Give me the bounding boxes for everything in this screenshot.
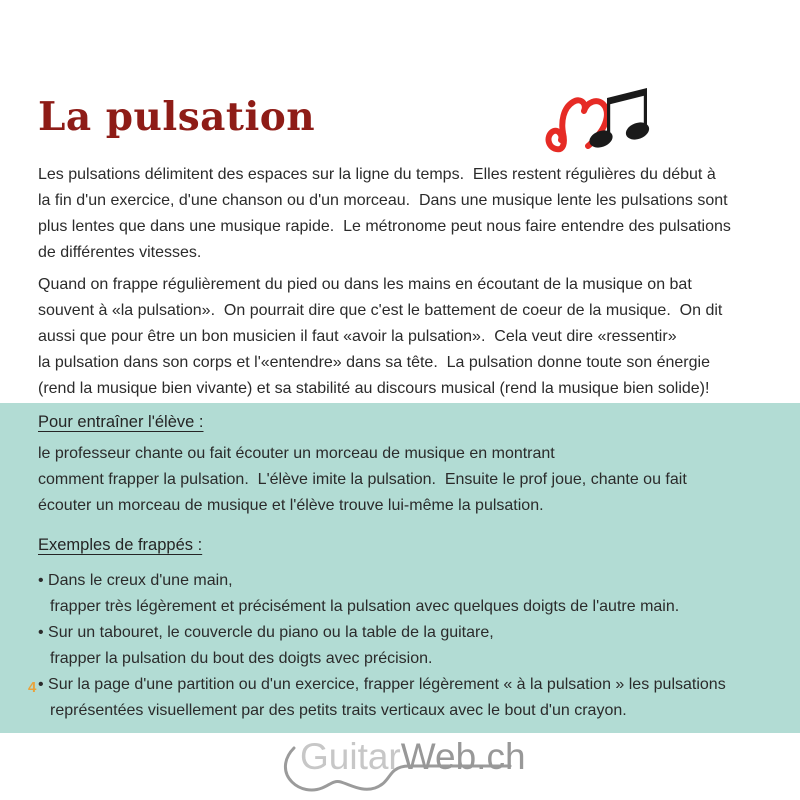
bullet-item-continuation: frapper la pulsation du bout des doigts avec précision. [50,650,433,667]
text-line: le professeur chante ou fait écouter un morceau de musique en montrant [38,445,555,462]
text-line: la pulsation dans son corps et l'«entendre» dans sa tête. La pulsation donne toute son énergie [38,354,710,371]
heart-music-notes-svg [545,84,665,162]
examples-bullet-list [38,568,780,724]
intro-paragraph-2 [38,272,780,402]
training-section-heading: Pour entraîner l'élève : [38,413,204,431]
intro-paragraph-1 [38,162,780,266]
note-head-right [623,119,651,142]
text-line: la fin d'un exercice, d'une chanson ou d'un morceau. Dans une musique lente les pulsations sont [38,192,728,209]
bullet-item-continuation: représentées visuellement par des petits traits verticaux avec le bout d'un crayon. [50,702,627,719]
bullet-item-line: • Sur un tabouret, le couvercle du piano ou la table de la guitare, [38,620,780,646]
examples-section-heading: Exemples de frappés : [38,536,203,554]
page-title: La pulsation [38,94,316,140]
text-line: de différentes vitesses. [38,244,202,261]
text-line: écouter un morceau de musique et l'élève trouve lui-même la pulsation. [38,497,544,514]
heart-music-notes-icon [545,84,665,162]
text-line: aussi que pour être un bon musicien il faut «avoir la pulsation». Cela veut dire «ressentir» [38,328,677,345]
footer-logo [0,736,800,800]
text-line: souvent à «la pulsation». On pourrait dire que c'est le battement de coeur de la musique. On dit [38,302,723,319]
bullet-item-line: • Dans le creux d'une main, [38,568,780,594]
logo-text-guitar: Guitar [300,736,401,777]
text-line: plus lentes que dans une musique rapide. Le métronome peut nous faire entendre des pulsations [38,218,731,235]
text-line: (rend la musique bien vivante) et sa stabilité au discours musical (rend la musique bien solide)! [38,380,710,397]
page-number: 4 [28,679,37,696]
bullet-item-line: • Sur la page d'une partition ou d'un exercice, frapper légèrement « à la pulsation » les pulsations [38,672,780,698]
note-beam [607,88,647,105]
text-line: Quand on frappe régulièrement du pied ou dans les mains en écoutant de la musique on bat [38,276,692,293]
text-line: comment frapper la pulsation. L'élève imite la pulsation. Ensuite le prof joue, chante ou fait [38,471,687,488]
bullet-item-continuation: frapper très légèrement et précisément la pulsation avec quelques doigts de l'autre main. [50,598,680,615]
logo-wordmark [300,736,526,778]
logo-text-web: Web.ch [400,736,526,777]
training-section-text [38,441,780,519]
text-line: Les pulsations délimitent des espaces sur la ligne du temps. Elles restent régulières du début à [38,166,716,183]
